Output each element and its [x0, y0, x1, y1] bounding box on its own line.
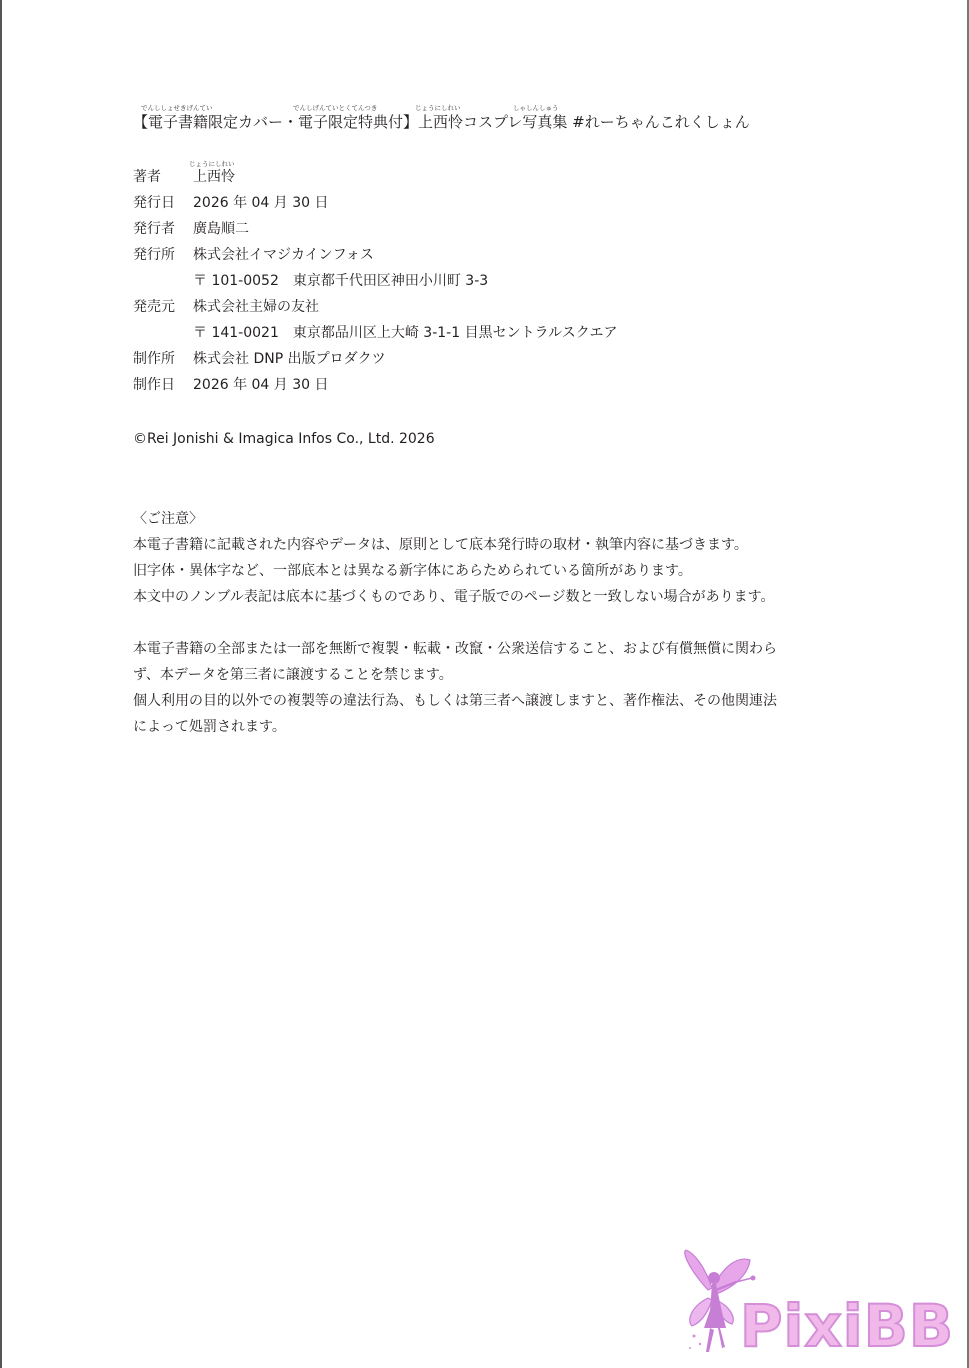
author-ruby: じょうにしれい [189, 160, 235, 168]
notice-line: ず、本データを第三者に譲渡することを禁じます。 [133, 667, 453, 683]
book-title: 【電子書籍限定カバー・電子限定特典付】上西怜コスプレ写真集 #れーちゃんこれくしょん [133, 113, 750, 131]
paragraph-gap [133, 610, 833, 636]
watermark-text: PixiBB [740, 1292, 955, 1360]
colophon-value: 〒 101-0052 東京都千代田区神田小川町 3-3 [193, 273, 489, 289]
colophon-label: 発売元 [133, 299, 175, 315]
colophon-row [133, 320, 617, 346]
colophon-label: 発行所 [133, 247, 175, 263]
notice-line: 旧字体・異体字など、一部底本とは異なる新字体にあらためられている箇所があります。 [133, 563, 692, 579]
title-ruby-line [133, 104, 750, 112]
colophon-label: 発行者 [133, 221, 175, 237]
colophon-label: 著者 [133, 169, 161, 185]
notice-line: によって処罰されます。 [133, 719, 286, 735]
colophon-label: 制作所 [133, 351, 175, 367]
copyright-notice: ©Rei Jonishi & Imagica Infos Co., Ltd. 2026 [133, 431, 435, 447]
notice-section [133, 506, 833, 740]
pixibb-watermark [678, 1248, 963, 1363]
colophon-row [133, 372, 617, 398]
notice-heading: 〈ご注意〉 [133, 511, 203, 527]
notice-line: 本電子書籍の全部または一部を無断で複製・転載・改竄・公衆送信すること、および有償無償に関わら [133, 641, 777, 657]
colophon-value: 廣島順二 [193, 221, 249, 237]
colophon-value: 2026 年 04 月 30 日 [193, 195, 329, 211]
colophon-value: 株式会社 DNP 出版プロダクツ [193, 351, 386, 367]
colophon-value [189, 160, 235, 190]
notice-line: 本電子書籍に記載された内容やデータは、原則として底本発行時の取材・執筆内容に基づきます。 [133, 537, 748, 553]
title-ruby: でんししょせきげんてい [141, 104, 213, 112]
colophon-label [133, 268, 193, 294]
colophon-value: 株式会社主婦の友社 [193, 299, 319, 315]
colophon-row [133, 190, 617, 216]
colophon-row [133, 294, 617, 320]
book-title-block [133, 104, 750, 132]
colophon-label: 発行日 [133, 195, 175, 211]
colophon-label: 制作日 [133, 377, 175, 393]
title-ruby: しゃしんしゅう [513, 104, 559, 112]
notice-line: 本文中のノンブル表記は底本に基づくものであり、電子版でのページ数と一致しない場合があります。 [133, 589, 775, 605]
colophon-value: 2026 年 04 月 30 日 [193, 377, 329, 393]
colophon-row-author [133, 160, 617, 190]
notice-line: 個人利用の目的以外での複製等の違法行為、もしくは第三者へ譲渡しますと、著作権法、その他関連法 [133, 693, 777, 709]
page-edge-left [0, 0, 2, 1368]
title-ruby: でんしげんていとくてんつき [293, 104, 378, 112]
colophon-value: 株式会社イマジカインフォス [193, 247, 374, 263]
colophon-row [133, 242, 617, 268]
colophon-row [133, 346, 617, 372]
colophon [133, 160, 618, 398]
colophon-label [133, 320, 193, 346]
colophon-value: 〒 141-0021 東京都品川区上大崎 3-1-1 目黒セントラルスクエア [193, 325, 618, 341]
author-name: 上西怜 [193, 169, 235, 185]
colophon-row [133, 268, 617, 294]
title-ruby: じょうにしれい [415, 104, 461, 112]
colophon-row [133, 216, 617, 242]
